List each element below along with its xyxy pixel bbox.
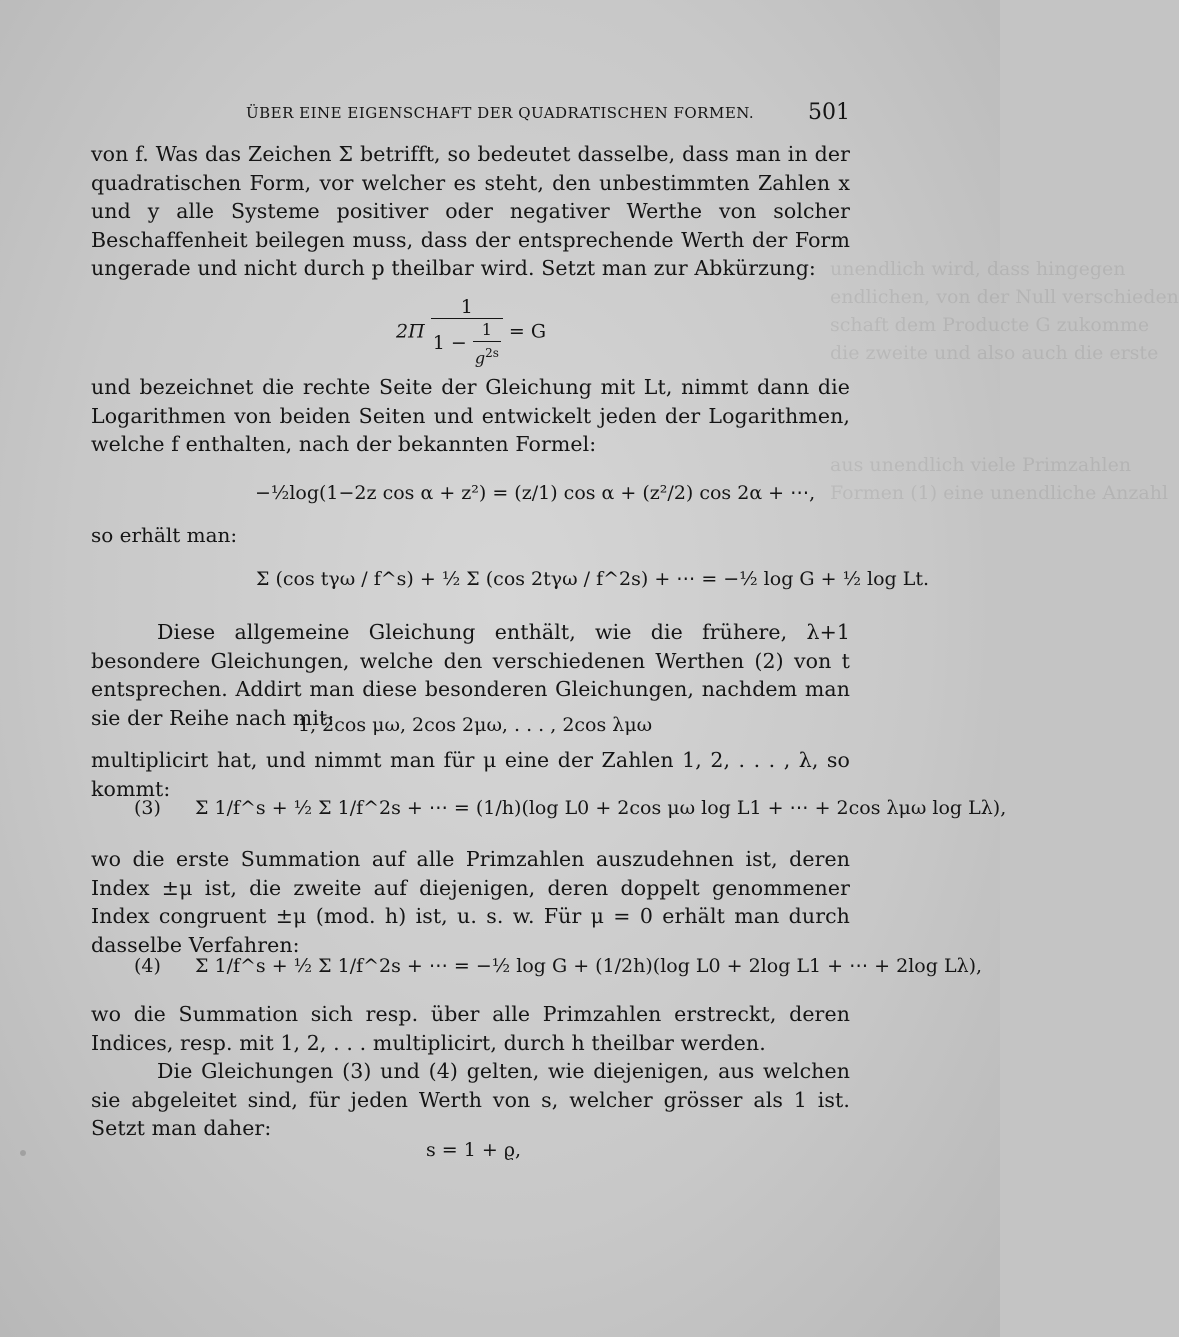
equation-4-label: (4) xyxy=(134,955,161,977)
paragraph-5 xyxy=(91,845,850,959)
equation-3-body: Σ 1/f^s + ½ Σ 1/f^2s + ⋯ = (1/h)(log L0 + 2cos μω log L1 + ⋯ + 2cos λμω log Lλ), xyxy=(195,797,1007,819)
paragraph-7 xyxy=(91,1057,850,1143)
eq-G-inner-denominator xyxy=(473,342,501,369)
paragraph-5-text: wo die erste Summation auf alle Primzahlen auszudehnen ist, deren Index ±μ ist, die zweite auf diejenigen, deren doppelt genommener Index congruent ±μ (mod. h) ist, u. s. w. Für μ = 0 erhält man durch dasselbe Verfahren: xyxy=(91,847,850,957)
paragraph-7-text: Die Gleichungen (3) und (4) gelten, wie diejenigen, aus welchen sie abgeleitet sind, für jeden Werth von s, welcher grösser als 1 ist. Setzt man daher: xyxy=(91,1059,850,1140)
eq-G-den-left: 1 − xyxy=(432,332,467,355)
equation-s: s = 1 + ϱ, xyxy=(426,1139,522,1161)
equation-sum: Σ (cos tγω / f^s) + ½ Σ (cos 2tγω / f^2s) + ⋯ = −½ log G + ½ log Lt. xyxy=(256,568,930,590)
eq-G-prefix: 2Π xyxy=(396,320,425,343)
paragraph-4-text: multiplicirt hat, und nimmt man für μ eine der Zahlen 1, 2, . . . , λ, so kommt: xyxy=(91,748,850,801)
page-header xyxy=(90,100,850,130)
eq-G-numerator: 1 xyxy=(431,296,503,319)
paragraph-3-text: Diese allgemeine Gleichung enthält, wie die frühere, λ+1 besondere Gleichungen, welche den verschiedenen Werthen (2) von t entsprechen. Addirt man diese besonderen Gleichungen, nachdem man sie der Reihe nach mit: xyxy=(91,620,850,730)
equation-4-body: Σ 1/f^s + ½ Σ 1/f^2s + ⋯ = −½ log G + (1/2h)(log L0 + 2log L1 + ⋯ + 2log Lλ), xyxy=(195,955,983,977)
equation-G xyxy=(396,296,546,369)
paper-stain xyxy=(20,1150,26,1156)
equation-3 xyxy=(134,797,1006,819)
paragraph-2-text: und bezeichnet die rechte Seite der Gleichung mit Lt, nimmt dann die Logarithmen von beiden Seiten und entwickelt jeden der Logarithmen, welche f enthalten, nach der bekannten Formel: xyxy=(91,375,850,456)
paragraph-1 xyxy=(91,140,850,283)
eq-G-fraction xyxy=(431,296,503,369)
bleed-through-text: unendlich wird, dass hingegen endlichen, von der Null verschieden schaft dem Producte G zukomme die zweite und also auch die erste aus unendlich viele Primzahlen Formen (1) eine unendliche Anzahl xyxy=(830,258,1179,504)
paragraph-6 xyxy=(91,1000,850,1057)
eq-G-rhs: = G xyxy=(508,320,547,343)
equation-log-series: −½log(1−2z cos α + z²) = (z/1) cos α + (z²/2) cos 2α + ⋯, xyxy=(255,482,816,504)
paragraph-6-text: wo die Summation sich resp. über alle Primzahlen erstreckt, deren Indices, resp. mit 1, 2, . . . multiplicirt, durch h theilbar werden. xyxy=(91,1002,850,1055)
eq-G-inner-den-exp: 2s xyxy=(485,346,499,360)
running-title: ÜBER EINE EIGENSCHAFT DER QUADRATISCHEN FORMEN. xyxy=(246,104,755,122)
so-erhalt-label: so erhält man: xyxy=(91,523,238,547)
equation-multipliers: 1, 2cos μω, 2cos 2μω, . . . , 2cos λμω xyxy=(298,714,653,736)
equation-3-label: (3) xyxy=(134,797,161,819)
paragraph-4 xyxy=(91,746,850,803)
eq-G-denominator xyxy=(431,319,503,369)
eq-G-inner-fraction xyxy=(473,319,501,369)
page-number: 501 xyxy=(808,100,850,125)
eq-G-inner-numerator: 1 xyxy=(473,319,501,342)
eq-G-inner-den-base: g xyxy=(474,348,486,368)
paragraph-2 xyxy=(91,373,850,459)
paragraph-1-text: von f. Was das Zeichen Σ betrifft, so bedeutet dasselbe, dass man in der quadratischen Form, vor welcher es steht, den unbestimmten Zahlen x und y alle Systeme positiver oder negativer Werthe von solcher Beschaffenheit beilegen muss, dass der entsprechende Werth der Form ungerade und nicht durch p theilbar wird. Setzt man zur Abkürzung: xyxy=(91,142,850,280)
equation-4 xyxy=(134,955,982,977)
